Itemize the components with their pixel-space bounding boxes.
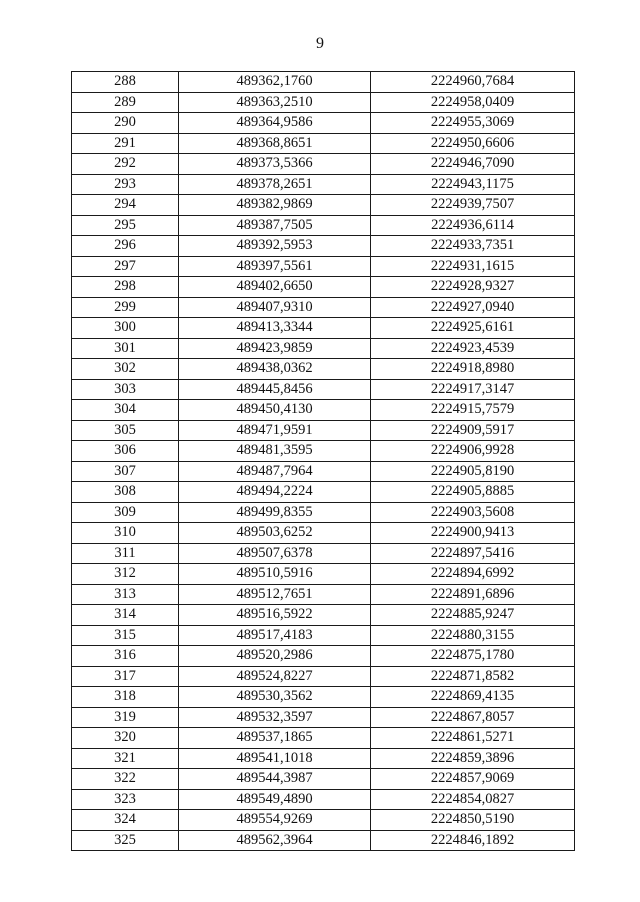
coordinates-table (71, 71, 575, 851)
x-coordinate-cell: 489407,9310 (179, 297, 371, 318)
point-number-cell: 318 (72, 687, 179, 708)
point-number-cell: 288 (72, 72, 179, 93)
point-number-cell: 302 (72, 359, 179, 380)
x-coordinate-cell: 489378,2651 (179, 174, 371, 195)
y-coordinate-cell: 2224928,9327 (371, 277, 575, 298)
y-coordinate-cell: 2224958,0409 (371, 92, 575, 113)
point-number-cell: 304 (72, 400, 179, 421)
y-coordinate-cell: 2224894,6992 (371, 564, 575, 585)
table-row (72, 154, 575, 175)
table-row (72, 482, 575, 503)
x-coordinate-cell: 489373,5366 (179, 154, 371, 175)
table-row (72, 318, 575, 339)
x-coordinate-cell: 489487,7964 (179, 461, 371, 482)
page-number: 9 (316, 35, 324, 52)
x-coordinate-cell: 489481,3595 (179, 441, 371, 462)
table-row (72, 810, 575, 831)
x-coordinate-cell: 489494,2224 (179, 482, 371, 503)
y-coordinate-cell: 2224846,1892 (371, 830, 575, 851)
point-number-cell: 317 (72, 666, 179, 687)
table-row (72, 523, 575, 544)
point-number-cell: 290 (72, 113, 179, 134)
x-coordinate-cell: 489450,4130 (179, 400, 371, 421)
y-coordinate-cell: 2224917,3147 (371, 379, 575, 400)
point-number-cell: 301 (72, 338, 179, 359)
y-coordinate-cell: 2224960,7684 (371, 72, 575, 93)
point-number-cell: 320 (72, 728, 179, 749)
point-number-cell: 314 (72, 605, 179, 626)
table-row (72, 133, 575, 154)
point-number-cell: 291 (72, 133, 179, 154)
x-coordinate-cell: 489549,4890 (179, 789, 371, 810)
table-row (72, 441, 575, 462)
point-number-cell: 325 (72, 830, 179, 851)
y-coordinate-cell: 2224880,3155 (371, 625, 575, 646)
x-coordinate-cell: 489402,6650 (179, 277, 371, 298)
x-coordinate-cell: 489537,1865 (179, 728, 371, 749)
point-number-cell: 323 (72, 789, 179, 810)
point-number-cell: 321 (72, 748, 179, 769)
table-row (72, 564, 575, 585)
table-row (72, 195, 575, 216)
x-coordinate-cell: 489530,3562 (179, 687, 371, 708)
table-row (72, 379, 575, 400)
point-number-cell: 295 (72, 215, 179, 236)
point-number-cell: 322 (72, 769, 179, 790)
table-row (72, 72, 575, 93)
table-row (72, 789, 575, 810)
point-number-cell: 305 (72, 420, 179, 441)
table-row (72, 461, 575, 482)
x-coordinate-cell: 489499,8355 (179, 502, 371, 523)
x-coordinate-cell: 489382,9869 (179, 195, 371, 216)
table-row (72, 687, 575, 708)
y-coordinate-cell: 2224927,0940 (371, 297, 575, 318)
y-coordinate-cell: 2224931,1615 (371, 256, 575, 277)
x-coordinate-cell: 489520,2986 (179, 646, 371, 667)
y-coordinate-cell: 2224950,6606 (371, 133, 575, 154)
point-number-cell: 300 (72, 318, 179, 339)
table-row (72, 236, 575, 257)
point-number-cell: 324 (72, 810, 179, 831)
y-coordinate-cell: 2224854,0827 (371, 789, 575, 810)
x-coordinate-cell: 489517,4183 (179, 625, 371, 646)
y-coordinate-cell: 2224933,7351 (371, 236, 575, 257)
y-coordinate-cell: 2224885,9247 (371, 605, 575, 626)
table-row (72, 605, 575, 626)
y-coordinate-cell: 2224900,9413 (371, 523, 575, 544)
table-row (72, 420, 575, 441)
table-row (72, 359, 575, 380)
y-coordinate-cell: 2224867,8057 (371, 707, 575, 728)
x-coordinate-cell: 489512,7651 (179, 584, 371, 605)
point-number-cell: 310 (72, 523, 179, 544)
table-row (72, 707, 575, 728)
y-coordinate-cell: 2224859,3896 (371, 748, 575, 769)
point-number-cell: 299 (72, 297, 179, 318)
point-number-cell: 303 (72, 379, 179, 400)
x-coordinate-cell: 489387,7505 (179, 215, 371, 236)
table-row (72, 338, 575, 359)
y-coordinate-cell: 2224857,9069 (371, 769, 575, 790)
y-coordinate-cell: 2224923,4539 (371, 338, 575, 359)
point-number-cell: 306 (72, 441, 179, 462)
y-coordinate-cell: 2224943,1175 (371, 174, 575, 195)
x-coordinate-cell: 489503,6252 (179, 523, 371, 544)
table-row (72, 543, 575, 564)
table-row (72, 625, 575, 646)
x-coordinate-cell: 489368,8651 (179, 133, 371, 154)
y-coordinate-cell: 2224939,7507 (371, 195, 575, 216)
coordinates-table-body (72, 72, 575, 851)
table-row (72, 502, 575, 523)
point-number-cell: 319 (72, 707, 179, 728)
y-coordinate-cell: 2224909,5917 (371, 420, 575, 441)
y-coordinate-cell: 2224871,8582 (371, 666, 575, 687)
point-number-cell: 307 (72, 461, 179, 482)
x-coordinate-cell: 489438,0362 (179, 359, 371, 380)
table-row (72, 215, 575, 236)
point-number-cell: 316 (72, 646, 179, 667)
table-row (72, 728, 575, 749)
table-row (72, 748, 575, 769)
table-row (72, 830, 575, 851)
table-row (72, 400, 575, 421)
table-row (72, 277, 575, 298)
x-coordinate-cell: 489532,3597 (179, 707, 371, 728)
y-coordinate-cell: 2224897,5416 (371, 543, 575, 564)
x-coordinate-cell: 489507,6378 (179, 543, 371, 564)
x-coordinate-cell: 489541,1018 (179, 748, 371, 769)
table-row (72, 174, 575, 195)
x-coordinate-cell: 489363,2510 (179, 92, 371, 113)
table-row (72, 297, 575, 318)
point-number-cell: 311 (72, 543, 179, 564)
x-coordinate-cell: 489562,3964 (179, 830, 371, 851)
x-coordinate-cell: 489524,8227 (179, 666, 371, 687)
x-coordinate-cell: 489510,5916 (179, 564, 371, 585)
table-row (72, 769, 575, 790)
y-coordinate-cell: 2224875,1780 (371, 646, 575, 667)
point-number-cell: 292 (72, 154, 179, 175)
table-row (72, 666, 575, 687)
point-number-cell: 293 (72, 174, 179, 195)
point-number-cell: 294 (72, 195, 179, 216)
x-coordinate-cell: 489554,9269 (179, 810, 371, 831)
y-coordinate-cell: 2224891,6896 (371, 584, 575, 605)
point-number-cell: 298 (72, 277, 179, 298)
x-coordinate-cell: 489364,9586 (179, 113, 371, 134)
x-coordinate-cell: 489516,5922 (179, 605, 371, 626)
table-row (72, 256, 575, 277)
y-coordinate-cell: 2224936,6114 (371, 215, 575, 236)
y-coordinate-cell: 2224946,7090 (371, 154, 575, 175)
x-coordinate-cell: 489423,9859 (179, 338, 371, 359)
point-number-cell: 313 (72, 584, 179, 605)
x-coordinate-cell: 489471,9591 (179, 420, 371, 441)
y-coordinate-cell: 2224955,3069 (371, 113, 575, 134)
y-coordinate-cell: 2224925,6161 (371, 318, 575, 339)
table-row (72, 113, 575, 134)
x-coordinate-cell: 489544,3987 (179, 769, 371, 790)
y-coordinate-cell: 2224903,5608 (371, 502, 575, 523)
point-number-cell: 309 (72, 502, 179, 523)
x-coordinate-cell: 489413,3344 (179, 318, 371, 339)
x-coordinate-cell: 489362,1760 (179, 72, 371, 93)
y-coordinate-cell: 2224918,8980 (371, 359, 575, 380)
table-row (72, 584, 575, 605)
y-coordinate-cell: 2224869,4135 (371, 687, 575, 708)
table-row (72, 92, 575, 113)
point-number-cell: 297 (72, 256, 179, 277)
point-number-cell: 312 (72, 564, 179, 585)
y-coordinate-cell: 2224861,5271 (371, 728, 575, 749)
x-coordinate-cell: 489397,5561 (179, 256, 371, 277)
y-coordinate-cell: 2224905,8885 (371, 482, 575, 503)
y-coordinate-cell: 2224905,8190 (371, 461, 575, 482)
table-row (72, 646, 575, 667)
point-number-cell: 289 (72, 92, 179, 113)
point-number-cell: 296 (72, 236, 179, 257)
y-coordinate-cell: 2224850,5190 (371, 810, 575, 831)
x-coordinate-cell: 489392,5953 (179, 236, 371, 257)
point-number-cell: 315 (72, 625, 179, 646)
x-coordinate-cell: 489445,8456 (179, 379, 371, 400)
y-coordinate-cell: 2224915,7579 (371, 400, 575, 421)
y-coordinate-cell: 2224906,9928 (371, 441, 575, 462)
point-number-cell: 308 (72, 482, 179, 503)
